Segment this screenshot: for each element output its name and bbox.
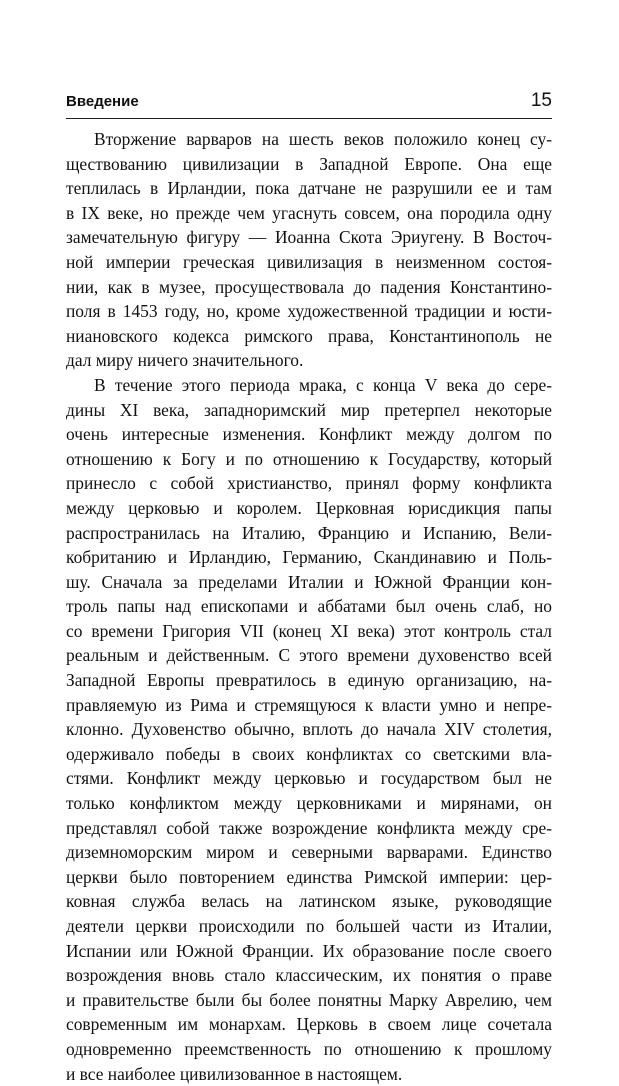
page-number: 15 (530, 90, 552, 111)
text-line: со времени Григория VII (конец XI века) этот контроль стал (66, 620, 552, 641)
text-line: Испании или Южной Франции. Их образование после своего (66, 940, 552, 961)
text-line: троль папы над епископами и аббатами был очень слаб, но (66, 596, 552, 617)
text-line: Западной Европы превратилось в единую организацию, на- (66, 670, 552, 691)
text-line: современным им монархам. Церковь в своем лице сочетала (66, 1014, 552, 1035)
text-line: стями. Конфликт между церковью и государством был не (66, 768, 552, 789)
text-line: ниановского кодекса римского права, Константинополь не (66, 325, 552, 346)
text-line: реальным и действенным. С этого времени духовенство всей (66, 645, 552, 666)
text-line: очень интересные изменения. Конфликт между долгом по (66, 424, 552, 445)
text-line: шу. Сначала за пределами Италии и Южной Франции кон- (66, 571, 552, 592)
text-line: церкви было повторением единства Римской империи: цер- (66, 866, 552, 887)
text-line: теплилась в Ирландии, пока датчане не разрушили ее и там (66, 178, 552, 199)
text-line: распространилась на Италию, Францию и Испанию, Вели- (66, 522, 552, 543)
text-line: Вторжение варваров на шесть веков положило конец су- (94, 129, 552, 149)
text-line: ществованию цивилизации в Западной Европе. Она еще (66, 153, 552, 174)
paragraph (66, 373, 552, 1086)
text-line: между церковью и королем. Церковная юрисдикция папы (66, 497, 552, 518)
text-line: дины XI века, западноримский мир претерпел некоторые (66, 399, 552, 420)
text-line: клонно. Духовенство обычно, вплоть до начала XIV столетия, (66, 719, 552, 740)
text-line: отношению к Богу и по отношению к Государству, который (66, 448, 552, 469)
text-line: нии, как в музее, просуществовала до падения Константино- (66, 276, 552, 297)
text-line: одерживало победы в своих конфликтах со светскими вла- (66, 743, 552, 764)
running-header (66, 90, 552, 119)
text-line: ковная служба велась на латинском языке, руководящие (66, 891, 552, 912)
text-line: дал миру ничего значительного. (66, 350, 304, 371)
text-line: одновременно преемственность по отношению к прошлому (66, 1038, 552, 1059)
text-line: ной империи греческая цивилизация в неизменном состоя- (66, 251, 552, 272)
paragraph (66, 127, 552, 373)
text-line: деятели церкви происходили по большей части из Италии, (66, 916, 552, 936)
text-line: принесло с собой христианство, принял форму конфликта (66, 473, 552, 494)
text-line: правляемую из Рима и стремящуюся к власти умно и непре- (66, 694, 552, 715)
text-line: представлял собой также возрождение конфликта между сре- (66, 817, 552, 838)
text-line: кобританию и Ирландию, Германию, Скандинавию и Поль- (66, 547, 552, 568)
body-text (66, 127, 552, 1086)
text-line: диземноморским миром и северными варварами. Единство (66, 842, 552, 863)
text-line: поля в 1453 году, но, кроме художественной традиции и юсти- (66, 301, 552, 322)
text-line: возрождения вновь стало классическим, их понятия о праве (66, 965, 552, 986)
text-line: в IX веке, но прежде чем угаснуть совсем, она породила одну (66, 202, 552, 223)
chapter-title: Введение (66, 93, 139, 110)
text-line: и все наиболее цивилизованное в настоящем. (66, 1063, 403, 1084)
text-line: замечательную фигуру — Иоанна Скота Эриугену. В Восточ- (66, 227, 552, 248)
text-line: и правительстве были бы более понятны Марку Аврелию, чем (66, 989, 552, 1010)
text-line: только конфликтом между церковниками и мирянами, он (66, 793, 552, 814)
text-line: В течение этого периода мрака, с конца V века до сере- (94, 374, 552, 395)
